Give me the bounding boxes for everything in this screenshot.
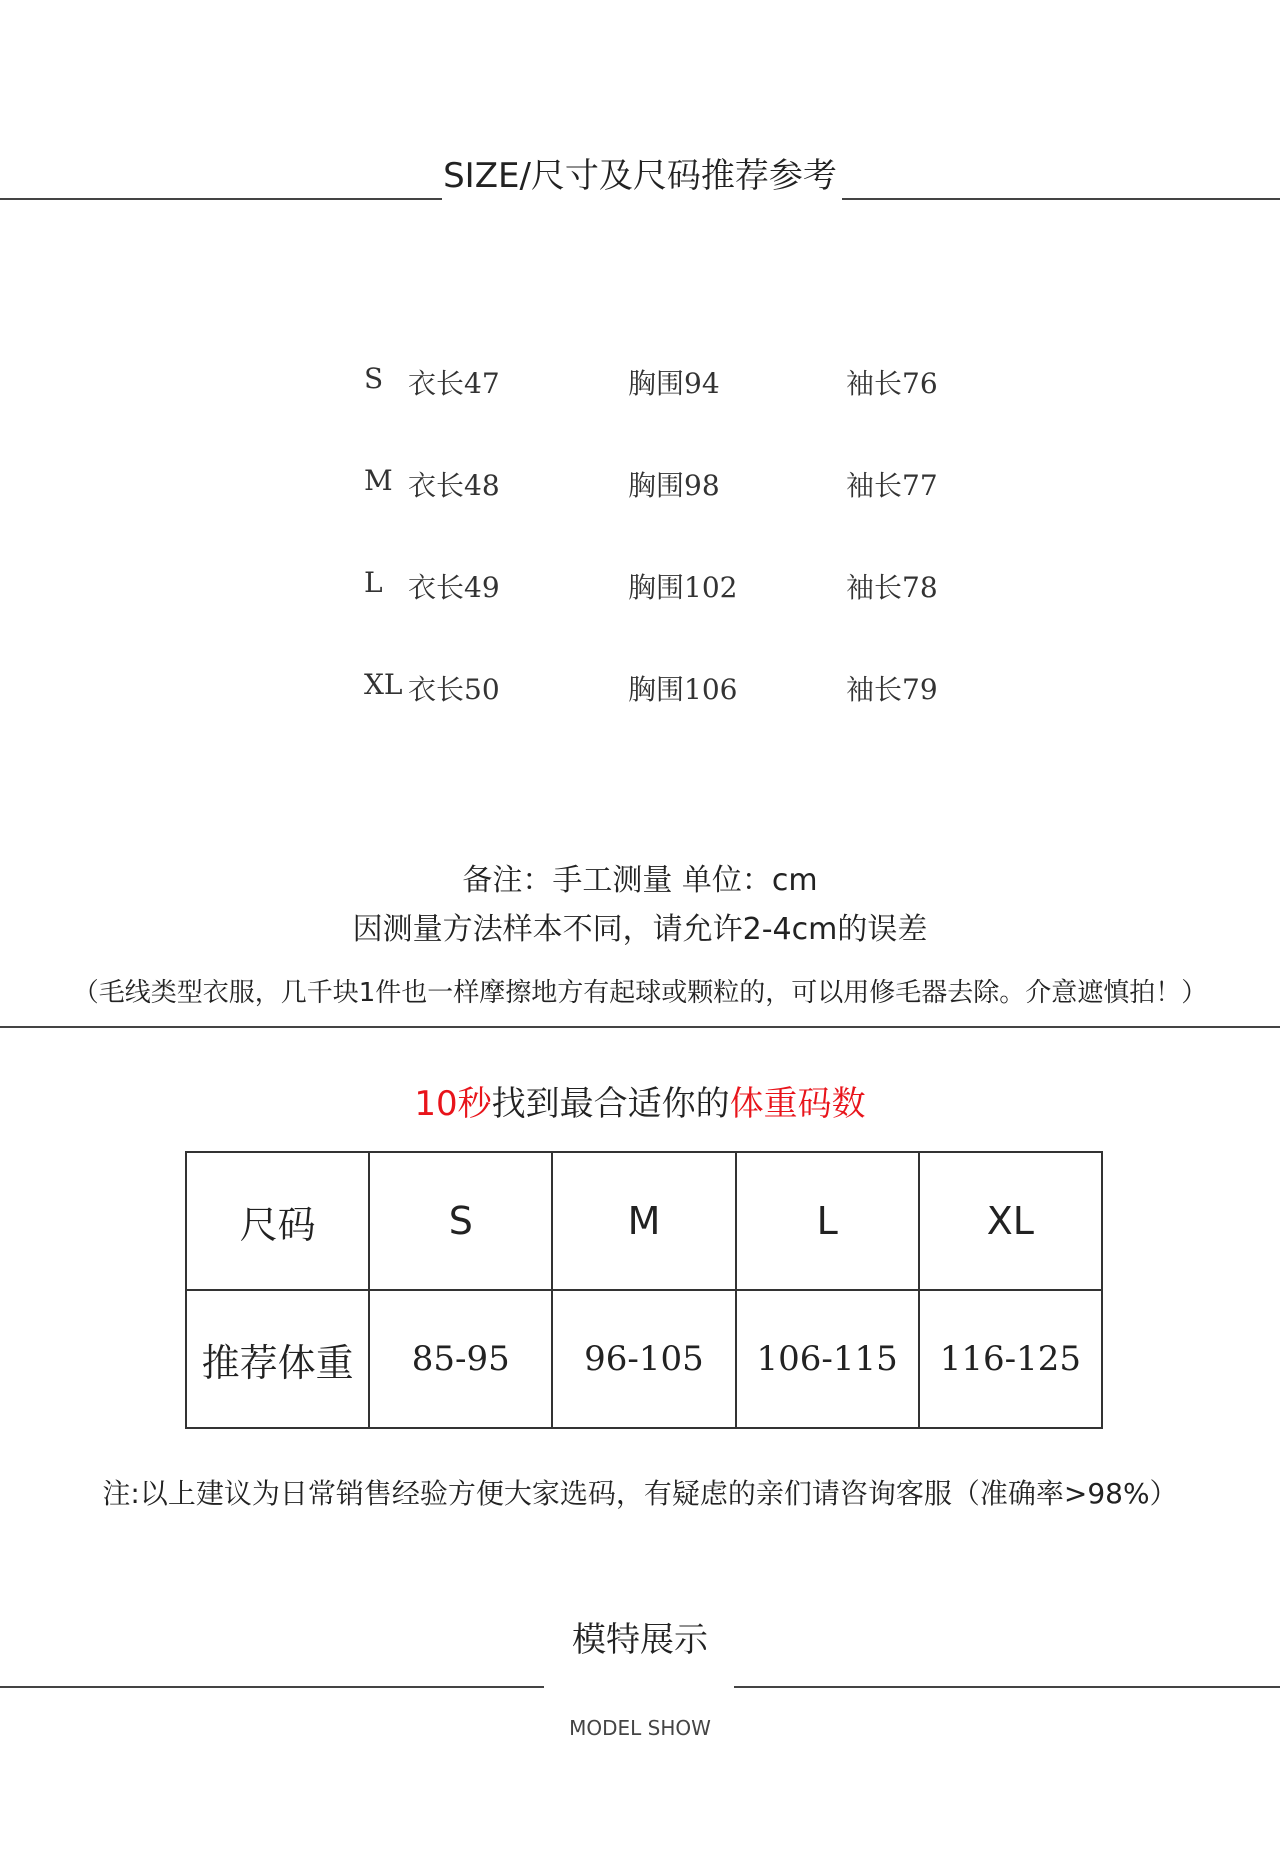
sleeve-value: 袖长76 [846, 367, 938, 400]
chest-value: 胸围98 [628, 469, 720, 502]
sleeve-value: 袖长78 [846, 571, 938, 604]
model-section-title: 模特展示 [572, 1620, 708, 1660]
tolerance-note: 因测量方法样本不同，请允许2-4cm的误差 [352, 912, 928, 947]
table-row [186, 1290, 1102, 1428]
weight-table [185, 1151, 1103, 1429]
length-value: 衣长50 [408, 673, 500, 706]
measurement-note: 备注：手工测量 单位：cm [462, 863, 818, 898]
size-m: M [552, 1152, 735, 1290]
size-label: S [364, 362, 384, 395]
weight-footer-note: 注:以上建议为日常销售经验方便大家选码，有疑虑的亲们请咨询客服（准确率>98%） [102, 1477, 1178, 1510]
pilling-note: （毛线类型衣服，几千块1件也一样摩擦地方有起球或颗粒的，可以用修毛器去除。介意遮慎拍！） [72, 978, 1208, 1008]
section-divider [0, 1026, 1280, 1028]
size-label: XL [364, 668, 403, 701]
chest-value: 胸围106 [628, 673, 738, 706]
length-value: 衣长49 [408, 571, 500, 604]
title-black: 找到最合适你的 [491, 1084, 730, 1124]
row-weight-label: 推荐体重 [186, 1290, 369, 1428]
length-value: 衣长47 [408, 367, 500, 400]
size-section-title: SIZE/尺寸及尺码推荐参考 [443, 156, 837, 196]
weight-s: 85-95 [369, 1290, 552, 1428]
size-label: M [364, 464, 393, 497]
weight-section-title [0, 1076, 1280, 1125]
size-label: L [364, 566, 383, 599]
size-xl: XL [919, 1152, 1102, 1290]
sleeve-value: 袖长77 [846, 469, 938, 502]
chest-value: 胸围94 [628, 367, 720, 400]
weight-l: 106-115 [736, 1290, 919, 1428]
chest-value: 胸围102 [628, 571, 738, 604]
size-s: S [369, 1152, 552, 1290]
size-title-rule-left [0, 198, 442, 200]
model-rule-left [0, 1686, 544, 1688]
weight-xl: 116-125 [919, 1290, 1102, 1428]
sleeve-value: 袖长79 [846, 673, 938, 706]
title-red-weight: 体重码数 [729, 1084, 866, 1124]
weight-m: 96-105 [552, 1290, 735, 1428]
title-red-seconds: 10秒 [414, 1084, 492, 1124]
length-value: 衣长48 [408, 469, 500, 502]
model-section-subtitle: MODEL SHOW [569, 1716, 711, 1740]
size-l: L [736, 1152, 919, 1290]
model-rule-right [734, 1686, 1280, 1688]
table-row [186, 1152, 1102, 1290]
size-title-rule-right [842, 198, 1280, 200]
header-size-label: 尺码 [186, 1152, 369, 1290]
